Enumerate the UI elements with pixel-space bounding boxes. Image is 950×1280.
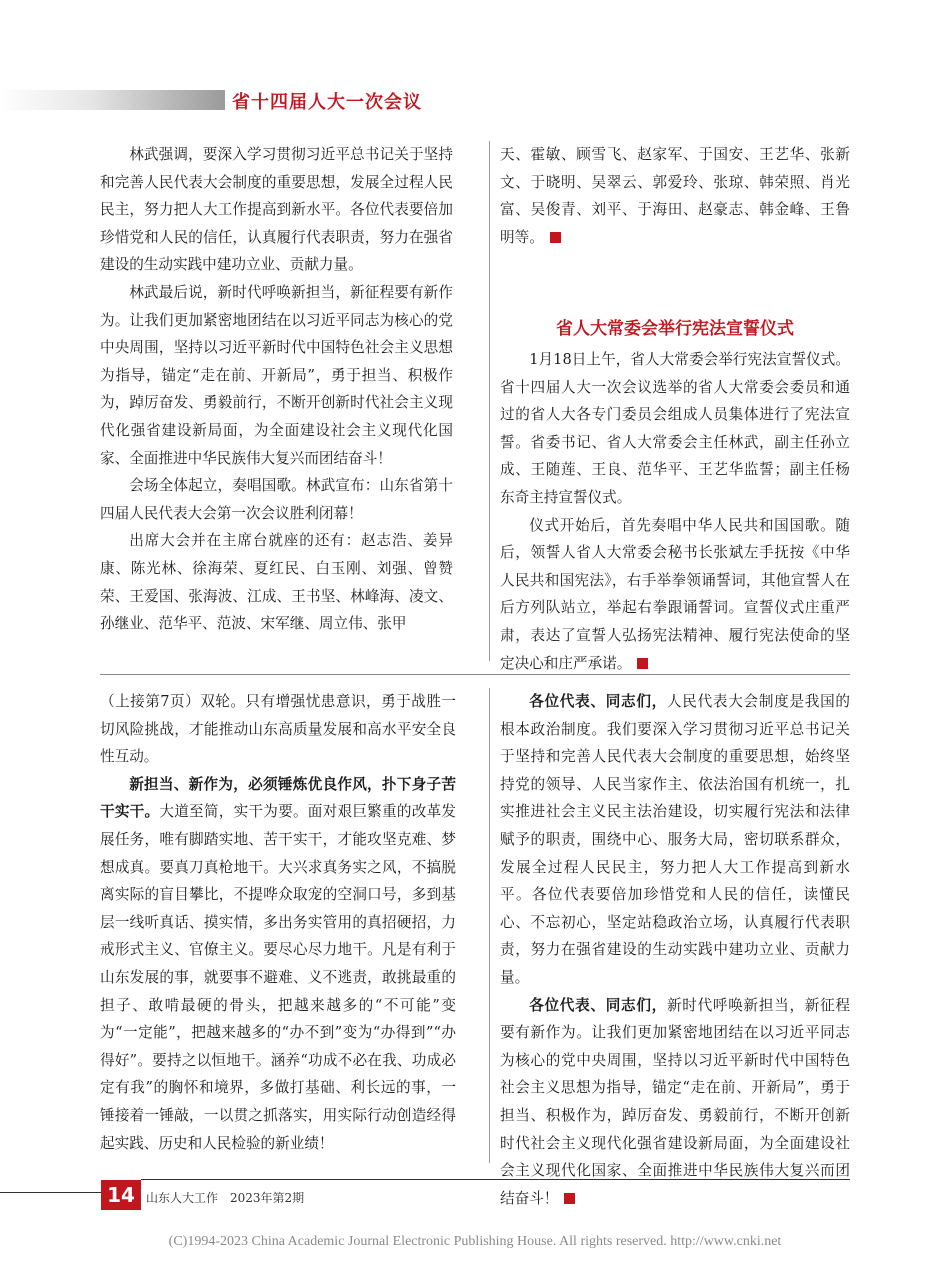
paragraph: 会场全体起立，奏唱国歌。林武宣布：山东省第十四届人民代表大会第一次会议胜利闭幕！	[100, 477, 453, 522]
paragraph-lead: 各位代表、同志们，	[529, 996, 667, 1014]
end-mark-icon	[637, 658, 648, 669]
footer-rule-left	[0, 1192, 101, 1193]
bottom-left-column	[100, 688, 456, 1157]
name-list-continuation: 天、霍敏、顾雪飞、赵家军、于国安、王艺华、张新文、于晓明、吴翠云、郭爱玲、张琼、韩荣照、肖光富、吴俊青、刘平、于海田、赵豪志、韩金峰、王鲁明等。	[500, 146, 850, 246]
paragraph: 林武最后说，新时代呼唤新担当，新征程要有新作为。让我们更加紧密地团结在以习近平同志为核心的党中央周围，坚持以习近平新时代中国特色社会主义思想为指导，锚定“走在前、开新局”，勇于担当、积极作为，踔厉奋发、勇毅前行，不断开创新时代社会主义现代化强省建设新局面，为全面建设社会主义现代化国家、全面推进中华民族伟大复兴而团结奋斗！	[100, 283, 453, 467]
end-mark-icon	[564, 1193, 575, 1204]
publication-info: 山东人大工作 2023年第2期	[146, 1191, 305, 1205]
section-divider	[100, 674, 850, 675]
paragraph: （上接第7页）双轮。只有增强忧患意识，勇于战胜一切风险挑战，才能推动山东高质量发展和高水平安全良性互动。	[100, 693, 456, 766]
footer-rule-right	[141, 1179, 850, 1180]
paragraph-lead: 各位代表、同志们，	[529, 693, 667, 710]
paragraph: 出席大会并在主席台就座的还有：赵志浩、姜异康、陈光林、徐海荣、夏红民、白玉刚、刘强、曾赞荣、王爱国、张海波、江成、王书坚、林峰海、凌文、孙继业、范华平、范波、宋军继、周立伟、张甲	[100, 532, 453, 633]
paragraph: 仪式开始后，首先奏唱中华人民共和国国歌。随后，领誓人省人大常委会秘书长张斌左手抚按《中华人民共和国宪法》，右手举拳领诵誓词，其他宣誓人在后方列队站立，举起右拳跟诵誓词。宣誓仪式庄重严肃，表达了宣誓人弘扬宪法精神、履行宪法使命的坚定决心和庄严承诺。	[500, 516, 850, 672]
paragraph-body: 新时代呼唤新担当，新征程要有新作为。让我们更加紧密地团结在以习近平同志为核心的党中央周围，坚持以习近平新时代中国特色社会主义思想为指导，锚定“走在前、开新局”，勇于担当、积极作为，踔厉奋发、勇毅前行，不断开创新时代社会主义现代化强省建设新局面，为全面建设社会主义现代化国家、全面推进中华民族伟大复兴而团结奋斗！	[500, 996, 850, 1207]
paragraph-body: 大道至简，实干为要。面对艰巨繁重的改革发展任务，唯有脚踏实地、苦干实干，才能攻坚克难、梦想成真。要真刀真枪地干。大兴求真务实之风，不搞脱离实际的盲目攀比，不提哗众取宠的空洞口号，多到基层一线听真话、摸实情，多出务实管用的真招硬招，力戒形式主义、官僚主义。要尽心尽力地干。凡是有利于山东发展的事，就要事不避难、义不逃责，敢挑最重的担子、敢啃最硬的骨头，把越来越多的“不可能”变为“一定能”，把越来越多的“办不到”变为“办得到”“办得好”。要持之以恒地干。涵养“功成不必在我、功成必定有我”的胸怀和境界，多做打基础、利长远的事，一锤接着一锤敲，一以贯之抓落实，用实际行动创造经得起实践、历史和人民检验的新业绩！	[100, 803, 456, 1152]
paragraph: 1月18日上午，省人大常委会举行宪法宣誓仪式。省十四届人大一次会议选举的省人大常委会委员和通过的省人大各专门委员会组成人员集体进行了宪法宣誓。省委书记、省人大常委会主任林武，副主任孙立成、王随莲、王良、范华平、王艺华监誓；副主任杨东奇主持宣誓仪式。	[500, 351, 850, 506]
page-number: 14	[101, 1180, 141, 1210]
bottom-right-column	[500, 688, 850, 1212]
top-right-column-continuation	[500, 141, 850, 251]
paragraph: 林武强调，要深入学习贯彻习近平总书记关于坚持和完善人民代表大会制度的重要思想，发展全过程人民民主，努力把人大工作提高到新水平。各位代表要倍加珍惜党和人民的信任，认真履行代表职责，努力在强省建设的生动实践中建功立业、贡献力量。	[100, 146, 453, 274]
top-right-column-article	[500, 346, 850, 677]
header-gradient-bar	[0, 90, 225, 110]
copyright-notice: (C)1994-2023 China Academic Journal Electronic Publishing House. All rights reserved. http://www.cnki.net	[168, 1234, 782, 1249]
article-title: 省人大常委会举行宪法宣誓仪式	[556, 319, 794, 339]
section-title: 省十四届人大一次会议	[232, 92, 422, 113]
paragraph-body: 人民代表大会制度是我国的根本政治制度。我们要深入学习贯彻习近平总书记关于坚持和完善人民代表大会制度的重要思想，始终坚持党的领导、人民当家作主、依法治国有机统一，扎实推进社会主义民主法治建设，切实履行宪法和法律赋予的职责，围绕中心、服务大局，密切联系群众，发展全过程人民民主，努力把人大工作提高到新水平。各位代表要倍加珍惜党和人民的信任，读懂民心、不忘初心，坚定站稳政治立场，认真履行代表职责，努力在强省建设的生动实践中建功立业、贡献力量。	[500, 693, 850, 986]
top-left-column	[100, 141, 453, 638]
column-divider-bottom	[489, 688, 490, 1163]
column-divider-top	[489, 141, 490, 661]
paragraph-lead: 新担当、新作为，必须锤炼优良作风，扑下身子苦干实干。	[100, 775, 456, 821]
end-mark-icon	[550, 232, 561, 243]
